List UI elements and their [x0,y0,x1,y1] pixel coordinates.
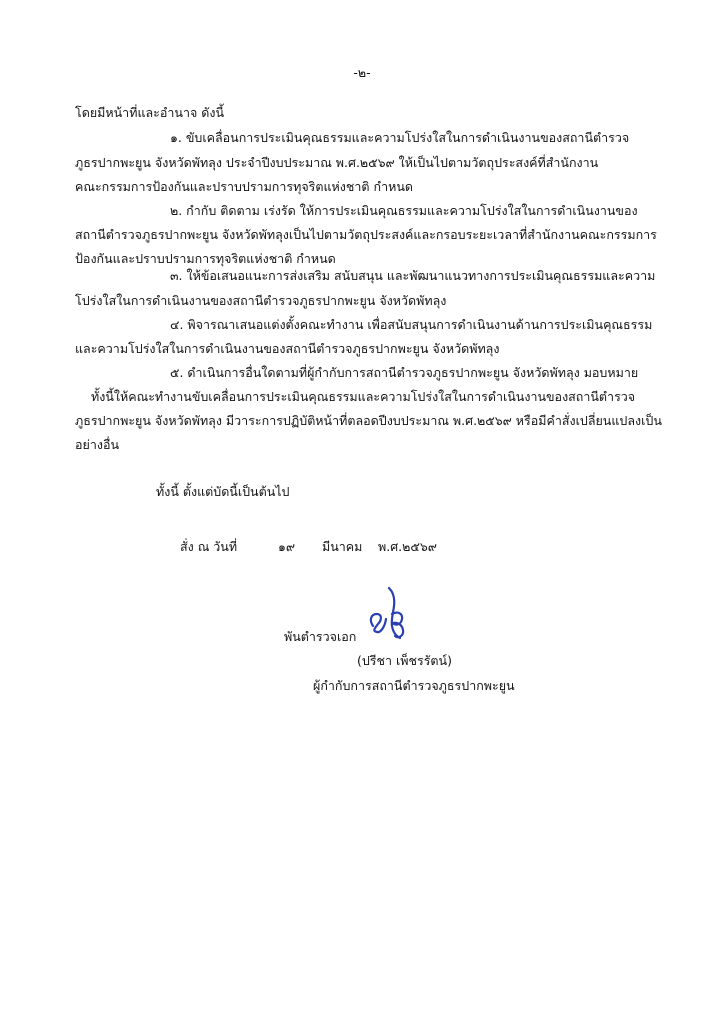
signer-rank: พันตำรวจเอก [284,629,357,644]
order-date-year: พ.ศ.๒๕๖๙ [378,539,437,554]
duty-1-line-2: ภูธรปากพะยูน จังหวัดพัทลุง ประจำปีงบประมาณ พ.ศ.๒๕๖๙ ให้เป็นไปตามวัตถุประสงค์ที่สำนักงาน [75,155,599,170]
effective-clause: ทั้งนี้ ตั้งแต่บัดนี้เป็นต้นไป [156,484,290,499]
handwritten-signature [365,586,409,642]
duty-1-line-3: คณะกรรมการป้องกันและปราบปรามการทุจริตแห่งชาติ กำหนด [75,179,413,194]
duty-1-line-1: ๑. ขับเคลื่อนการประเมินคุณธรรมและความโปร่งใสในการดำเนินงานของสถานีตำรวจ [170,130,630,145]
term-line-2: ภูธรปากพะยูน จังหวัดพัทลุง มีวาระการปฏิบัติหน้าที่ตลอดปีงบประมาณ พ.ศ.๒๕๖๙ หรือมีคำสั่งเปลี่ยนแปลงเป็น [75,413,662,428]
duty-2-line-1: ๒. กำกับ ติดตาม เร่งรัด ให้การประเมินคุณธรรมและความโปร่งใสในการดำเนินงานของ [170,203,638,218]
duty-5-line-1: ๕. ดำเนินการอื่นใดตามที่ผู้กำกับการสถานีตำรวจภูธรปากพะยูน จังหวัดพัทลุง มอบหมาย [170,365,639,380]
term-line-3: อย่างอื่น [75,437,120,452]
duty-3-line-2: โปร่งใสในการดำเนินงานของสถานีตำรวจภูธรปากพะยูน จังหวัดพัทลุง [75,293,447,308]
duty-3-line-1: ๓. ให้ข้อเสนอแนะการส่งเสริม สนับสนุน และพัฒนาแนวทางการประเมินคุณธรรมและความ [170,268,656,283]
order-date-month: มีนาคม [322,539,363,554]
duties-intro: โดยมีหน้าที่และอำนาจ ดังนี้ [75,105,225,120]
duty-2-line-2: สถานีตำรวจภูธรปากพะยูน จังหวัดพัทลุงเป็นไปตามวัตถุประสงค์และกรอบระยะเวลาที่สำนักงานคณะกรรมการ [75,227,657,242]
duty-4-line-1: ๔. พิจารณาเสนอแต่งตั้งคณะทำงาน เพื่อสนับสนุนการดำเนินงานด้านการประเมินคุณธรรม [170,317,653,332]
order-date-label: สั่ง ณ วันที่ [180,539,238,554]
signer-name: (ปรีชา เพ็ชรรัตน์) [357,653,452,668]
order-date-day: ๑๙ [278,539,296,554]
signer-position: ผู้กำกับการสถานีตำรวจภูธรปากพะยูน [313,678,515,693]
page-number: -๒- [353,65,371,80]
term-line-1: ทั้งนี้ให้คณะทำงานขับเคลื่อนการประเมินคุณธรรมและความโปร่งใสในการดำเนินงานของสถานีตำรวจ [91,389,636,404]
duty-4-line-2: และความโปร่งใสในการดำเนินงานของสถานีตำรวจภูธรปากพะยูน จังหวัดพัทลุง [75,341,500,356]
duty-2-line-3: ป้องกันและปราบปรามการทุจริตแห่งชาติ กำหนด [75,251,336,266]
